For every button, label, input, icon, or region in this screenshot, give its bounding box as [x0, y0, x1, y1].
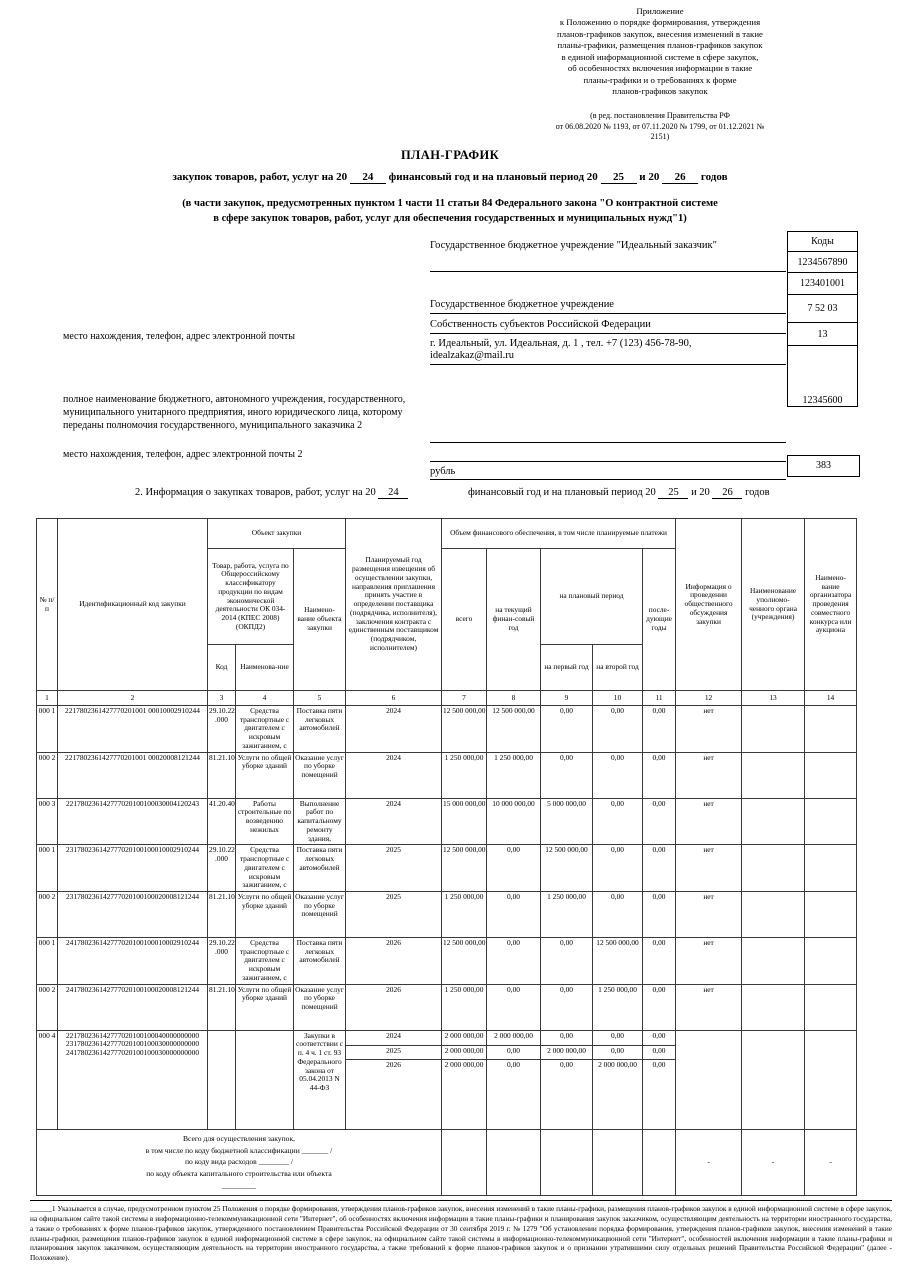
table-cell: 241780236142777020100100020008121244	[58, 984, 208, 1030]
header-cell-total: всего	[442, 549, 487, 691]
table-cell: 0,00	[487, 1059, 541, 1129]
table-cell: 0,00	[593, 892, 643, 938]
table-cell	[805, 752, 857, 798]
table-cell: нет	[676, 706, 742, 753]
table-cell: нет	[676, 798, 742, 845]
table-row	[37, 984, 857, 1030]
table-cell: 1 250 000,00	[442, 984, 487, 1030]
table-cell: Поставка пяти легковых автомобилей	[294, 845, 346, 892]
table-cell	[805, 1030, 857, 1129]
table-cell: нет	[676, 892, 742, 938]
law-note	[0, 197, 900, 226]
section2-heading-right	[468, 487, 770, 499]
table-cell: 000 2	[37, 984, 58, 1030]
table-row-total	[37, 1129, 857, 1195]
appendix-line: Приложение	[636, 6, 684, 16]
column-number: 10	[593, 691, 643, 706]
subtitle-text: и 20	[639, 171, 660, 183]
table-cell: 15 000 000,00	[442, 798, 487, 845]
table-cell: нет	[676, 938, 742, 985]
table-cell: Оказание услуг по уборке помещений	[294, 892, 346, 938]
table-cell: 2024	[346, 798, 442, 845]
law-line: (в части закупок, предусмотренных пунктом 1 части 11 статьи 84 Федерального закона "О контрактной системе	[182, 198, 718, 209]
law-line: в сфере закупок товаров, работ, услуг для обеспечения государственных и муниципальных нужд"1)	[213, 212, 687, 224]
table-cell: -	[742, 1129, 805, 1195]
edition-line: 2151)	[650, 132, 670, 142]
header-cell-next-years: после-дующие годы	[643, 549, 676, 691]
table-cell: 1 250 000,00	[487, 752, 541, 798]
ikz-code-line: 241780236142777020100100030000000000	[65, 1048, 200, 1058]
appendix-line: планов-графиков закупок, внесения изменений в такие	[557, 28, 763, 39]
table-cell: 0,00	[593, 706, 643, 753]
table-cell	[643, 1129, 676, 1195]
subtitle-text: финансовый год и на плановый период 20	[388, 171, 598, 183]
code-value: 123401001	[788, 273, 858, 295]
table-cell: Выполнение работ по капитальному ремонту здания,	[294, 798, 346, 845]
label-location2: место нахождения, телефон, адрес электронной почты 2	[63, 449, 303, 460]
appendix-line: в единой информационной системе в сфере закупок,	[561, 51, 759, 62]
table-cell: 10 000 000,00	[487, 798, 541, 845]
column-number: 11	[643, 691, 676, 706]
table-cell: 0,00	[541, 706, 593, 753]
currency-code-box: 383	[787, 455, 860, 477]
header-cell-current-year: на текущий финан-совый год	[487, 549, 541, 691]
table-cell	[742, 938, 805, 985]
table-cell: 81.21.10	[208, 752, 236, 798]
table-cell: 0,00	[643, 752, 676, 798]
table-cell	[442, 1129, 487, 1195]
table-cell: 5 000 000,00	[541, 798, 593, 845]
table-cell: Закупки в соответствии с п. 4 ч. 1 ст. 93 Федерального закона от 05.04.2013 N 44-ФЗ	[294, 1030, 346, 1129]
table-cell	[236, 1030, 294, 1129]
column-number: 13	[742, 691, 805, 706]
table-cell: 241780236142777020100100010002910244	[58, 938, 208, 985]
year-field: 26	[662, 171, 698, 184]
year-field: 26	[712, 487, 742, 499]
table-cell: 0,00	[487, 845, 541, 892]
table-cell: 0,00	[487, 938, 541, 985]
table-cell: 2 000 000,00	[541, 1045, 593, 1059]
table-cell	[805, 706, 857, 753]
table-cell: Услуги по общей уборке зданий	[236, 984, 294, 1030]
location-field	[430, 338, 786, 365]
subtitle-text: закупок товаров, работ, услуг на 20	[172, 171, 348, 183]
header-cell-volume: Объем финансового обеспечения, в том числе планируемые платежи	[442, 519, 676, 549]
table-cell: 12 500 000,00	[487, 706, 541, 753]
title-block	[0, 148, 900, 226]
table-cell: 0,00	[643, 938, 676, 985]
table-cell	[742, 984, 805, 1030]
code-value: 1234567890	[788, 252, 858, 273]
table-cell: 29.10.22 .000	[208, 706, 236, 753]
header-cell-organizer: Наимено-вание организатора проведения совместного конкурса или аукциона	[805, 519, 857, 691]
table-cell: 0,00	[643, 984, 676, 1030]
table-cell: 0,00	[541, 938, 593, 985]
table-cell: Оказание услуг по уборке помещений	[294, 984, 346, 1030]
header-cell-second-year: на второй год	[593, 645, 643, 691]
table-cell: 231780236142777020100100010002910244	[58, 845, 208, 892]
column-number: 4	[236, 691, 294, 706]
table-cell: 29.10.22 .000	[208, 845, 236, 892]
header-cell-planned-period: на плановый период	[541, 549, 643, 645]
table-cell: 1 250 000,00	[593, 984, 643, 1030]
column-number: 14	[805, 691, 857, 706]
table-cell	[805, 892, 857, 938]
table-cell	[805, 984, 857, 1030]
header-cell-first-year: на первый год	[541, 645, 593, 691]
table-cell: Работы строительные по возведению нежилых	[236, 798, 294, 845]
table-cell: 231780236142777020100100020008121244	[58, 892, 208, 938]
table-cell	[742, 1030, 805, 1129]
table-cell: 0,00	[643, 1059, 676, 1129]
column-number: 7	[442, 691, 487, 706]
edition-note	[430, 111, 890, 142]
table-cell: 000 1	[37, 845, 58, 892]
section2-heading-left	[135, 487, 408, 499]
table-cell: 29.10.22 .000	[208, 938, 236, 985]
table-cell	[742, 706, 805, 753]
field-value: Собственность субъектов Российской Федерации	[430, 319, 651, 330]
table-cell: Поставка пяти легковых автомобилей	[294, 938, 346, 985]
table-cell: 2025	[346, 892, 442, 938]
column-number: 9	[541, 691, 593, 706]
header-cell-num: № п/п	[37, 519, 58, 691]
year-field: 25	[601, 171, 637, 184]
table-cell: нет	[676, 752, 742, 798]
table-cell: 12 500 000,00	[593, 938, 643, 985]
table-cell: 2217802361427770201001 00020008121244	[58, 752, 208, 798]
procurement-table	[36, 518, 857, 1196]
code-value: 13	[788, 323, 858, 346]
table-row	[37, 798, 857, 845]
label-full-name: полное наименование бюджетного, автономного учреждения, государственного, муниципального унитарного предприятия, иного юридического лица, которому переданы полномочия государственного, муниципального заказчика 2	[63, 394, 406, 431]
table-cell: Средства транспортные с двигателем с искровым зажиганием, с	[236, 845, 294, 892]
table-cell: Средства транспортные с двигателем с искровым зажиганием, с	[236, 938, 294, 985]
table-cell: 1 250 000,00	[541, 892, 593, 938]
table-cell: 0,00	[643, 798, 676, 845]
table-cell: 2 000 000,00	[442, 1045, 487, 1059]
customer-name-field	[430, 240, 786, 272]
column-number: 3	[208, 691, 236, 706]
header-cell-year: Планируемый год размещения извещения об осуществлении закупки, направления приглашения принять участие в определении поставщика (подрядчика, исполнителя), заключения контракта с единственным поставщиком (подрядчиком, исполнителем)	[346, 519, 442, 691]
year-field: 25	[658, 487, 688, 499]
table-cell: 000 1	[37, 938, 58, 985]
table-cell: 0,00	[593, 752, 643, 798]
table-cell: 0,00	[541, 1030, 593, 1045]
table-cell: 2 000 000,00	[487, 1030, 541, 1045]
table-cell: 0,00	[487, 1045, 541, 1059]
table-cell: 2024	[346, 1030, 442, 1045]
appendix-line: планы-графики и о требованиях к форме	[583, 74, 737, 85]
header-cell-okpd: Товар, работа, услуга по Общероссийскому классификатору продукции по видам экономической деятельности ОК 034-2014 (КПЕС 2008) (ОКПД2)	[208, 549, 294, 645]
table-cell: Поставка пяти легковых автомобилей	[294, 706, 346, 753]
table-cell: 12 500 000,00	[541, 845, 593, 892]
table-cell: 0,00	[593, 1030, 643, 1045]
table-cell	[593, 1129, 643, 1195]
org-type-field	[430, 299, 786, 314]
table-cell: 41.20.40	[208, 798, 236, 845]
table-cell: 0,00	[541, 1059, 593, 1129]
codes-header: Коды	[788, 232, 858, 252]
column-number: 8	[487, 691, 541, 706]
header-row-1	[37, 519, 857, 549]
currency-label: рубль	[430, 466, 456, 477]
table-cell: 000 4	[37, 1030, 58, 1129]
table-row	[37, 706, 857, 753]
table-cell: 0,00	[643, 1030, 676, 1045]
table-cell: 12 500 000,00	[442, 706, 487, 753]
table-cell: нет	[676, 845, 742, 892]
table-cell: 2 000 000,00	[442, 1059, 487, 1129]
table-cell: -	[805, 1129, 857, 1195]
table-cell	[742, 798, 805, 845]
column-number-row	[37, 691, 857, 706]
table-cell: 0,00	[541, 984, 593, 1030]
table-cell: 0,00	[593, 1045, 643, 1059]
table-cell: 0,00	[487, 984, 541, 1030]
table-cell-ikz-list	[58, 1030, 208, 1129]
table-cell: 000 2	[37, 892, 58, 938]
table-cell	[208, 1030, 236, 1129]
table-cell: 0,00	[643, 706, 676, 753]
table-cell	[541, 1129, 593, 1195]
header-cell-authority: Наименование уполномо-ченного органа (учреждения)	[742, 519, 805, 691]
table-cell: 0,00	[541, 752, 593, 798]
codes-table	[787, 231, 858, 407]
table-cell: 2026	[346, 984, 442, 1030]
edition-line: от 06.08.2020 № 1193, от 07.11.2020 № 1799, от 01.12.2021 №	[555, 121, 765, 131]
totals-line: Всего для осуществления закупок,	[182, 1133, 296, 1143]
totals-line: по коду объекта капитального строительства или объекта	[146, 1169, 332, 1179]
table-cell: 2024	[346, 706, 442, 753]
header-cell-object: Объект закупки	[208, 519, 346, 549]
table-cell: Оказание услуг по уборке помещений	[294, 752, 346, 798]
year-field: 24	[350, 171, 386, 184]
table-cell: 1 250 000,00	[442, 752, 487, 798]
table-row	[37, 752, 857, 798]
totals-line: по коду вида расходов ________ /	[184, 1157, 294, 1167]
column-number: 2	[58, 691, 208, 706]
subtitle	[0, 171, 900, 184]
table-cell: Услуги по общей уборке зданий	[236, 752, 294, 798]
table-cell: 0,00	[593, 845, 643, 892]
table-cell: 2026	[346, 938, 442, 985]
edition-line: (в ред. постановления Правительства РФ	[590, 111, 730, 121]
table-row-special	[37, 1030, 857, 1045]
table-cell: 2 000 000,00	[593, 1059, 643, 1129]
field-value: Государственное бюджетное учреждение "Идеальный заказчик"	[430, 240, 717, 251]
ikz-code-line: 221780236142777020100100040000000000	[65, 1030, 200, 1040]
table-cell: Средства транспортные с двигателем с искровым зажиганием, с	[236, 706, 294, 753]
table-cell: 0,00	[593, 798, 643, 845]
table-row	[37, 892, 857, 938]
table-cell	[805, 798, 857, 845]
table-cell	[742, 892, 805, 938]
ownership-field	[430, 319, 786, 334]
totals-line: в том числе по коду бюджетной классификации _______ /	[145, 1145, 333, 1155]
table-cell: 2025	[346, 845, 442, 892]
ikz-code-line: 231780236142777020100100030000000000	[65, 1039, 200, 1049]
header-cell-object-name: Наимено-вание объекта закупки	[294, 549, 346, 691]
table-cell: 000 1	[37, 706, 58, 753]
table-cell: 221780236142777020100100030004120243	[58, 798, 208, 845]
field-value: Государственное бюджетное учреждение	[430, 299, 614, 310]
table-cell	[742, 845, 805, 892]
table-cell: 0,00	[643, 1045, 676, 1059]
table-cell	[676, 1030, 742, 1129]
header-cell-code: Код	[208, 645, 236, 691]
totals-line: _________	[221, 1180, 257, 1190]
column-number: 12	[676, 691, 742, 706]
header-cell-name: Наименова-ние	[236, 645, 294, 691]
code-value: 7 52 03	[788, 295, 858, 323]
header-cell-discussion: Информация о проведении общественного обсуждения закупки	[676, 519, 742, 691]
table-cell: 12 500 000,00	[442, 845, 487, 892]
table-cell: 0,00	[643, 845, 676, 892]
header-cell-ikz: Идентификационный код закупки	[58, 519, 208, 691]
page-title: ПЛАН-ГРАФИК	[400, 148, 500, 162]
label-location: место нахождения, телефон, адрес электронной почты	[63, 331, 295, 342]
table-cell: 0,00	[643, 892, 676, 938]
table-cell: 2025	[346, 1045, 442, 1059]
section2-text: годов	[745, 487, 770, 498]
subtitle-text: годов	[700, 171, 728, 183]
year-field: 24	[378, 487, 408, 499]
table-cell: 12 500 000,00	[442, 938, 487, 985]
table-cell: нет	[676, 984, 742, 1030]
footnote: ______1 Указывается в случае, предусмотренном пунктом 25 Положения о порядке формирования, утверждения планов-графиков закупок, внесения изменений в такие планы-графики, размещения планов-графиков закупок в единой информационной системе в сфере закупок, на официальном сайте такой системы в информационно-телекоммуникационной сети "Интернет", об особенностях включения информации в такие планы-графики и планирования закупок заказчиком, осуществляющим деятельность на территории иностранного государства, а также о требованиях к форме планов-графиков закупок, утвержденного постановлением Правительства Российской Федерации от 30 сентября 2019 г. № 1279 "Об установлении порядка формирования, утверждения планов-графиков закупок, внесения изменений в такие планы-графики, размещения планов-графиков закупок в единой информационной системе в сфере закупок, на официальном сайте такой системы в информационно-телекоммуникационной сети "Интернет", особенностей включения информации в такие планы-графики и планирования закупок заказчиком, осуществляющим деятельность на территории иностранного государства, а также требований к форме планов-графиков закупок и о признании утратившими силу отдельных решений Правительства Российской Федерации" (далее - Положение).	[30, 1200, 892, 1263]
table-cell: 2024	[346, 752, 442, 798]
empty-field-location2	[430, 448, 786, 462]
table-cell	[742, 752, 805, 798]
currency-field	[430, 466, 786, 480]
column-number: 6	[346, 691, 442, 706]
totals-cell	[37, 1129, 442, 1195]
table-row	[37, 938, 857, 985]
table-cell: -	[676, 1129, 742, 1195]
table-cell: Услуги по общей уборке зданий	[236, 892, 294, 938]
field-value: г. Идеальный, ул. Идеальная, д. 1 , тел. +7 (123) 456-78-90, idealzakaz@mail.ru	[430, 338, 692, 362]
column-number: 5	[294, 691, 346, 706]
table-cell: 000 3	[37, 798, 58, 845]
table-cell: 81.21.10	[208, 984, 236, 1030]
table-cell: 81.21.10	[208, 892, 236, 938]
table-cell	[805, 938, 857, 985]
appendix-line: планы-графики, размещения планов-графиков закупок	[557, 40, 763, 51]
table-cell: 2026	[346, 1059, 442, 1129]
table-row	[37, 845, 857, 892]
section2-text: финансовый год и на плановый период 20	[468, 487, 656, 498]
table-cell: 0,00	[487, 892, 541, 938]
appendix-note	[430, 6, 890, 143]
table-cell	[487, 1129, 541, 1195]
appendix-line: планов-графиков закупок	[612, 85, 708, 96]
table-cell: 000 2	[37, 752, 58, 798]
column-number: 1	[37, 691, 58, 706]
section2-text: 2. Информация о закупках товаров, работ, услуг на 20	[135, 487, 376, 498]
table-cell: 1 250 000,00	[442, 892, 487, 938]
table-cell: 2217802361427770201001 00010002910244	[58, 706, 208, 753]
appendix-line: к Положению о порядке формирования, утверждения	[559, 17, 761, 28]
empty-field-org2	[430, 429, 786, 443]
appendix-line: об особенностях включения информации в такие	[567, 63, 753, 74]
code-value: 12345600	[788, 346, 858, 407]
table-cell: 2 000 000,00	[442, 1030, 487, 1045]
table-cell	[805, 845, 857, 892]
section2-text: и 20	[691, 487, 710, 498]
